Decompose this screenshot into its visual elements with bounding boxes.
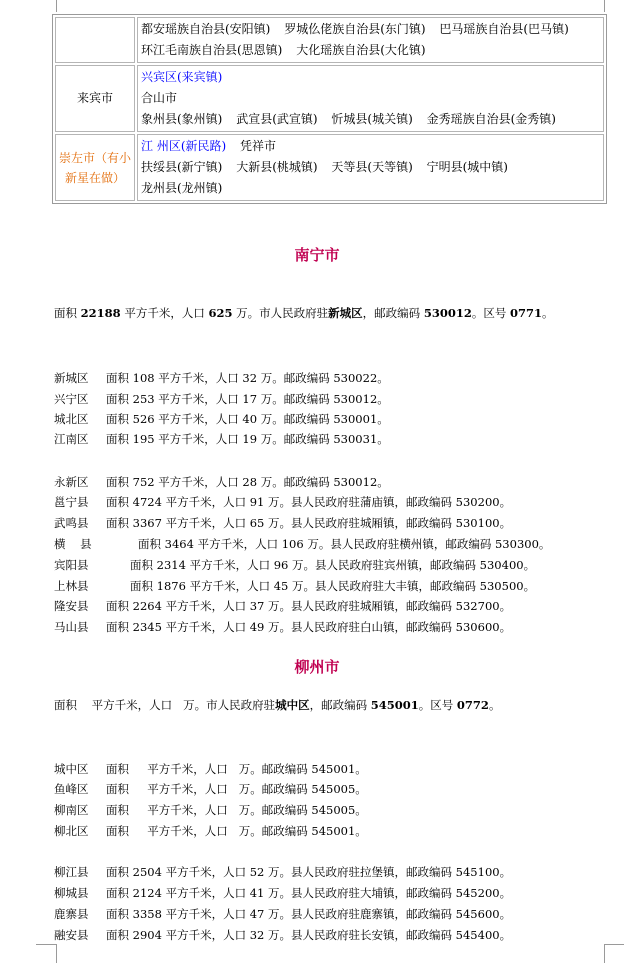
county-line [141,19,600,40]
table-row [55,134,604,201]
list-item: 武鸣县 面积 3367 平方千米，人口 65 万。县人民政府驻城厢镇，邮政编码 530100。 [54,516,512,530]
crop-mark [56,944,57,963]
table-row [55,17,604,63]
list-item: 兴宁区 面积 253 平方千米，人口 17 万。邮政编码 530012。 [54,392,389,406]
county-item: 都安瑶族自治县(安阳镇) [141,22,271,36]
city-summary: 面积 22188 平方千米，人口 625 万。市人民政府驻新城区，邮政编码 530012。区号 0771。 [54,306,554,320]
county-item: 大化瑶族自治县(大化镇) [296,43,426,57]
section-title: 柳州市 [294,658,340,676]
list-item: 柳南区 面积 平方千米，人口 万。邮政编码 545005。 [54,803,367,817]
table-row [55,65,604,132]
county-line [141,40,600,61]
list-item: 城中区 面积 平方千米，人口 万。邮政编码 545001。 [54,762,367,776]
county-item: 扶绥县(新宁镇) [141,160,223,174]
section-title: 南宁市 [294,246,340,264]
city-name-cell: 来宾市 [55,65,135,132]
list-item: 宾阳县 面积 2314 平方千米，人口 96 万。县人民政府驻宾州镇，邮政编码 530400。 [54,558,536,572]
county-link[interactable]: 江 州区(新民路) [141,139,227,153]
county-list-cell [137,65,604,132]
list-item: 横 县 面积 3464 平方千米，人口 106 万。县人民政府驻横州镇，邮政编码 530300。 [54,537,551,551]
county-line [141,67,600,88]
county-line [141,178,600,199]
city-summary: 面积 平方千米，人口 万。市人民政府驻城中区，邮政编码 545001。区号 0772。 [54,698,501,712]
county-item: 合山市 [141,91,178,105]
county-item: 凭祥市 [240,139,277,153]
list-item: 鹿寨县 面积 3358 平方千米，人口 47 万。县人民政府驻鹿寨镇，邮政编码 545600。 [54,907,512,921]
list-item: 马山县 面积 2345 平方千米，人口 49 万。县人民政府驻白山镇，邮政编码 530600。 [54,620,512,634]
county-item: 宁明县(城中镇) [426,160,508,174]
list-item: 邕宁县 面积 4724 平方千米，人口 91 万。县人民政府驻蒲庙镇，邮政编码 530200。 [54,495,512,509]
crop-mark [604,944,605,963]
list-item: 隆安县 面积 2264 平方千米，人口 37 万。县人民政府驻城厢镇，邮政编码 532700。 [54,599,512,613]
county-item: 忻城县(城关镇) [331,112,413,126]
county-line [141,88,600,109]
list-item: 融安县 面积 2904 平方千米，人口 32 万。县人民政府驻长安镇，邮政编码 545400。 [54,928,512,942]
city-name-cell: 崇左市（有小新星在做） [55,134,135,201]
list-item: 柳北区 面积 平方千米，人口 万。邮政编码 545001。 [54,824,367,838]
county-line [141,136,600,157]
list-item: 上林县 面积 1876 平方千米，人口 45 万。县人民政府驻大丰镇，邮政编码 530500。 [54,579,536,593]
city-name-cell [55,17,135,63]
city-county-table [52,14,607,204]
county-line [141,109,600,130]
crop-mark [56,0,57,12]
crop-mark [604,944,624,945]
list-item: 新城区 面积 108 平方千米，人口 32 万。邮政编码 530022。 [54,371,389,385]
county-item: 武宣县(武宣镇) [236,112,318,126]
list-item: 柳城县 面积 2124 平方千米，人口 41 万。县人民政府驻大埔镇，邮政编码 545200。 [54,886,512,900]
crop-mark [36,944,56,945]
crop-mark [604,0,605,12]
county-item: 象州县(象州镇) [141,112,223,126]
county-item: 天等县(天等镇) [331,160,413,174]
list-item: 城北区 面积 526 平方千米，人口 40 万。邮政编码 530001。 [54,412,389,426]
county-item: 环江毛南族自治县(思恩镇) [141,43,283,57]
county-item: 巴马瑶族自治县(巴马镇) [439,22,569,36]
county-list-cell [137,17,604,63]
county-line [141,157,600,178]
county-item: 罗城仫佬族自治县(东门镇) [284,22,426,36]
list-item: 柳江县 面积 2504 平方千米，人口 52 万。县人民政府驻拉堡镇，邮政编码 545100。 [54,865,512,879]
list-item: 鱼峰区 面积 平方千米，人口 万。邮政编码 545005。 [54,782,367,796]
county-item: 龙州县(龙州镇) [141,181,223,195]
county-item: 大新县(桃城镇) [236,160,318,174]
county-list-cell [137,134,604,201]
list-item: 永新区 面积 752 平方千米，人口 28 万。邮政编码 530012。 [54,475,389,489]
county-link[interactable]: 兴宾区(来宾镇) [141,70,223,84]
list-item: 江南区 面积 195 平方千米，人口 19 万。邮政编码 530031。 [54,432,389,446]
county-item: 金秀瑶族自治县(金秀镇) [426,112,556,126]
